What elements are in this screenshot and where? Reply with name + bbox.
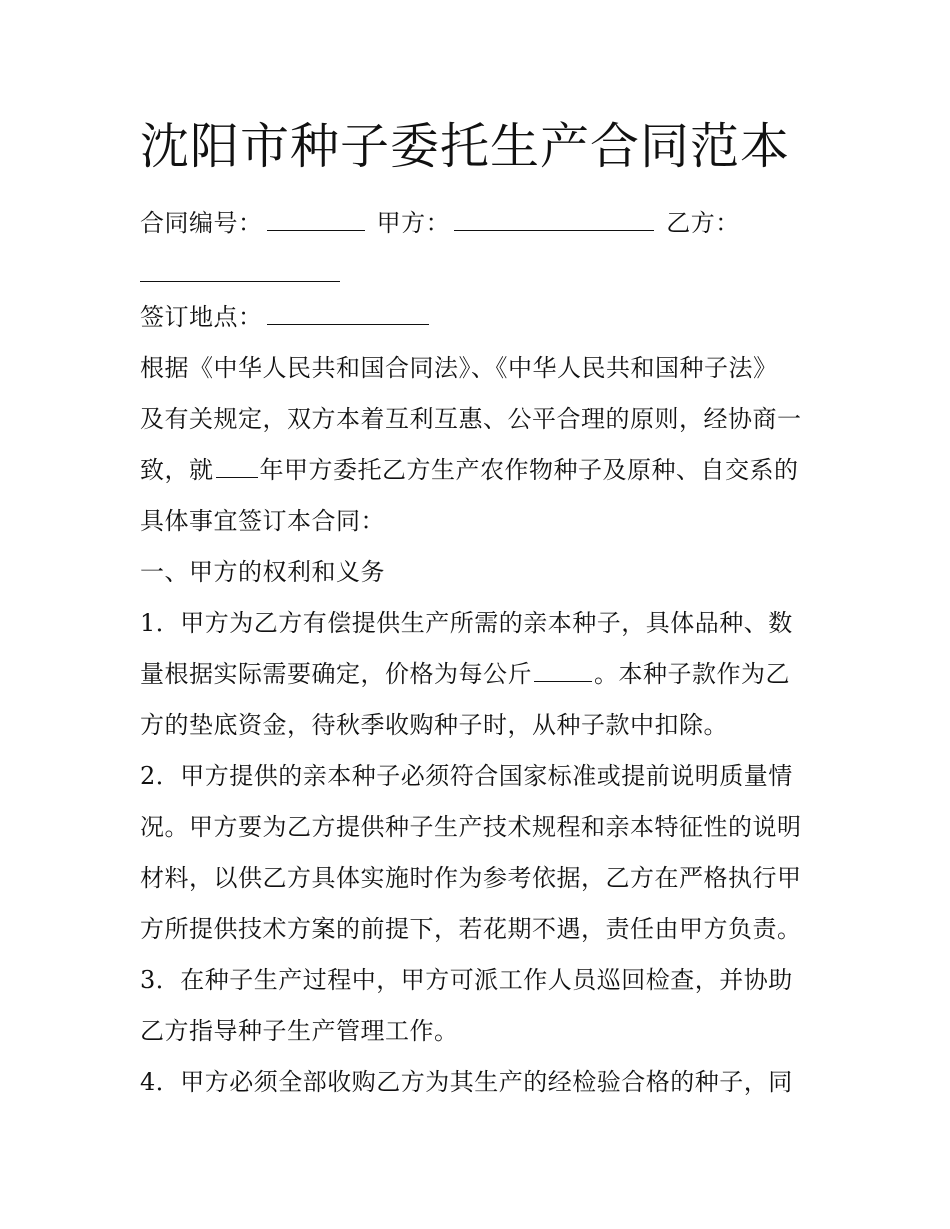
party-a-blank — [454, 212, 654, 231]
section-heading: 一、甲方的权利和义务 — [140, 558, 385, 586]
party-a-label: 甲方： — [376, 209, 451, 237]
clause-line: 方的垫底资金，待秋季收购种子时，从种子款中扣除。 — [140, 711, 728, 739]
document-title: 沈阳市种子委托生产合同范本 — [140, 118, 791, 175]
header-fields — [140, 198, 820, 300]
party-b-label: 乙方： — [666, 209, 740, 237]
sign-place-label: 签订地点： — [140, 303, 263, 331]
body-text-segment: 量根据实际需要确定，价格为每公斤 — [140, 660, 532, 688]
clause-line: 乙方指导种子生产管理工作。 — [140, 1017, 459, 1045]
body-text-segment: 。本种子款作为乙 — [594, 660, 790, 688]
clause-line: 1．甲方为乙方有偿提供生产所需的亲本种子，具体品种、数 — [140, 609, 793, 637]
sign-place-row — [140, 292, 820, 343]
body-text-segment: 致，就 — [140, 456, 214, 484]
clause-line — [140, 649, 820, 700]
sign-place-line — [140, 292, 820, 343]
year-blank — [216, 459, 258, 478]
clause-line: 材料，以供乙方具体实施时作为参考依据，乙方在严格执行甲 — [140, 864, 802, 892]
body-line: 及有关规定，双方本着互利互惠、公平合理的原则，经协商一 — [140, 405, 802, 433]
body-line: 根据《中华人民共和国合同法》、《中华人民共和国种子法》 — [140, 354, 778, 382]
clause-line: 况。甲方要为乙方提供种子生产技术规程和亲本特征性的说明 — [140, 813, 802, 841]
clause-line: 4．甲方必须全部收购乙方为其生产的经检验合格的种子，同 — [140, 1068, 793, 1096]
contract-body — [140, 343, 820, 1108]
clause-line: 2．甲方提供的亲本种子必须符合国家标准或提前说明质量情 — [140, 762, 793, 790]
body-line: 具体事宜签订本合同： — [140, 507, 385, 535]
price-blank — [534, 663, 592, 682]
header-line-1 — [140, 198, 820, 249]
clause-line: 3．在种子生产过程中，甲方可派工作人员巡回检查，并协助 — [140, 966, 793, 994]
contract-no-label: 合同编号： — [140, 209, 263, 237]
party-b-blank — [140, 263, 340, 282]
clause-line: 方所提供技术方案的前提下，若花期不遇，责任由甲方负责。 — [140, 915, 802, 943]
contract-no-blank — [267, 212, 365, 231]
sign-place-blank — [267, 306, 429, 325]
body-line — [140, 445, 820, 496]
body-text-segment: 年甲方委托乙方生产农作物种子及原种、自交系的 — [259, 456, 799, 484]
